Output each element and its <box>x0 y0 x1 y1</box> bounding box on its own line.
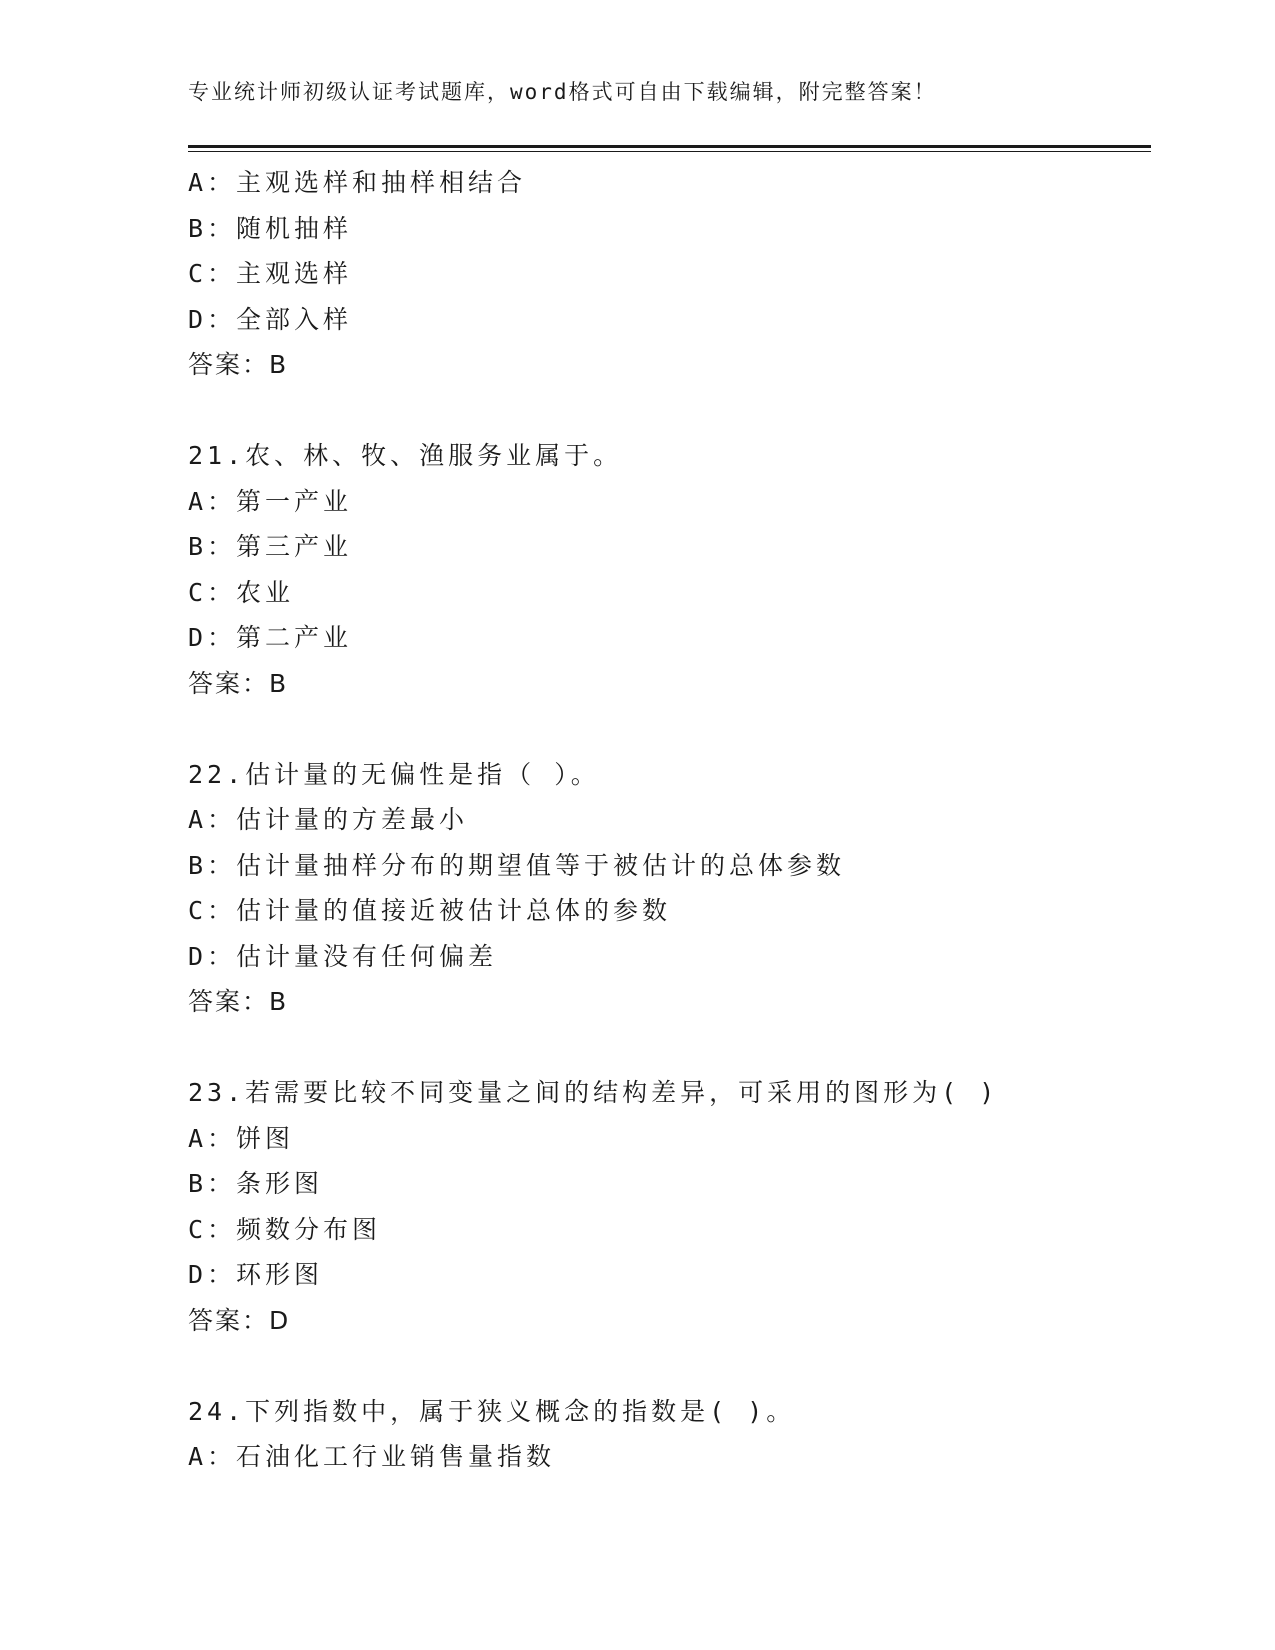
question-stem: 23.若需要比较不同变量之间的结构差异，可采用的图形为( ) <box>188 1078 999 1107</box>
option-c: C：频数分布图 <box>188 1214 382 1244</box>
option-a: A：估计量的方差最小 <box>188 805 469 834</box>
option-a: A：第一产业 <box>188 486 353 516</box>
option-d: D：全部入样 <box>188 304 353 334</box>
option-d: D：环形图 <box>188 1260 324 1289</box>
answer: 答案：B <box>188 350 289 379</box>
spacer <box>188 388 1148 434</box>
option-b: B：条形图 <box>188 1169 324 1198</box>
option-d: D：第二产业 <box>188 623 353 652</box>
header-rule-thick <box>188 145 1151 148</box>
question-stem: 21.农、林、牧、渔服务业属于。 <box>188 441 623 470</box>
option-b: B：随机抽样 <box>188 213 353 243</box>
page-header: 专业统计师初级认证考试题库，word格式可自由下载编辑，附完整答案！ <box>188 80 937 104</box>
spacer <box>188 1343 1148 1389</box>
question-list <box>188 160 1148 1480</box>
option-a: A：饼图 <box>188 1123 295 1153</box>
spacer <box>188 1025 1148 1071</box>
option-d: D：估计量没有任何偏差 <box>188 941 498 971</box>
spacer <box>188 706 1148 752</box>
option-c: C：估计量的值接近被估计总体的参数 <box>188 896 672 925</box>
option-c: C：主观选样 <box>188 259 353 288</box>
question-stem: 24.下列指数中，属于狭义概念的指数是( )。 <box>188 1396 796 1426</box>
answer: 答案：B <box>188 668 289 698</box>
option-b: B：第三产业 <box>188 532 353 561</box>
answer: 答案：B <box>188 987 289 1016</box>
header-rule-thin <box>188 151 1151 152</box>
option-c: C：农业 <box>188 577 295 607</box>
answer: 答案：D <box>188 1305 291 1335</box>
option-a: A：石油化工行业销售量指数 <box>188 1442 556 1471</box>
option-a: A：主观选样和抽样相结合 <box>188 168 527 197</box>
question-stem: 22.估计量的无偏性是指（ ）。 <box>188 759 600 789</box>
option-b: B：估计量抽样分布的期望值等于被估计的总体参数 <box>188 850 846 880</box>
